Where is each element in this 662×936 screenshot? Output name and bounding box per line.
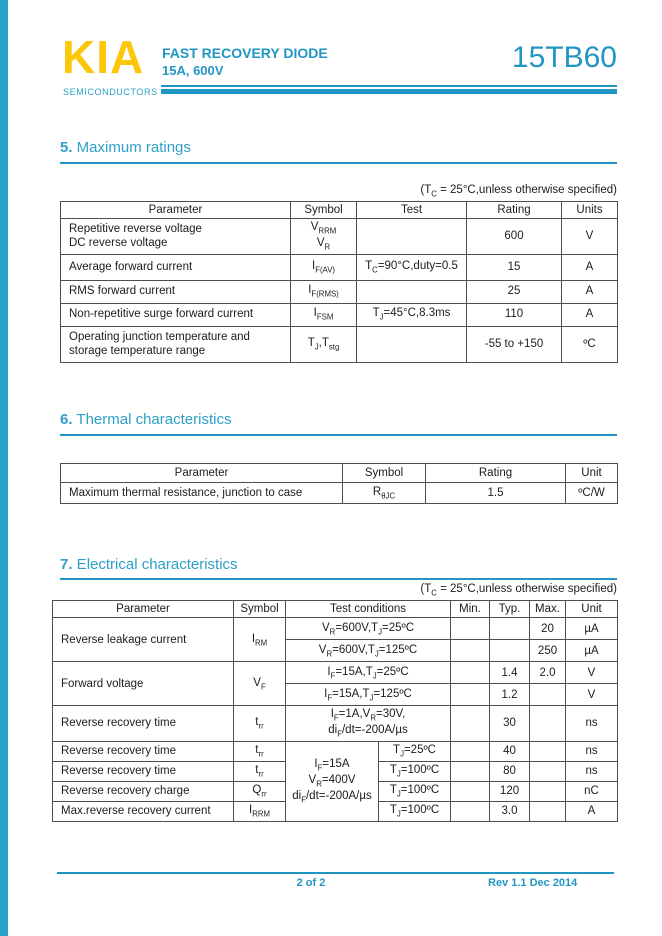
column-header: Units	[562, 202, 618, 219]
table-cell: Average forward current	[61, 254, 291, 280]
table-row	[61, 219, 618, 254]
table-cell: 30	[490, 706, 530, 741]
column-header: Symbol	[291, 202, 357, 219]
table-cell: $I_F=15A,T_J=125ºC$	[286, 684, 451, 706]
table-cell: 600	[467, 219, 562, 254]
table-cell	[530, 741, 566, 761]
column-header: Typ.	[490, 601, 530, 618]
column-header: Parameter	[61, 202, 291, 219]
table-cell: $V_R=600V,T_J=25ºC$	[286, 618, 451, 640]
section-title: Maximum ratings	[72, 139, 191, 156]
table-cell: 3.0	[490, 801, 530, 821]
section-rule	[60, 434, 617, 436]
table-cell	[490, 618, 530, 640]
table-cell: 1.4	[490, 662, 530, 684]
table-cell: $t_{rr}$	[234, 706, 286, 741]
table-cell: $t_{rr}$	[234, 761, 286, 781]
section-title: Thermal characteristics	[72, 411, 232, 428]
table-cell: V	[562, 219, 618, 254]
column-header: Max.	[530, 601, 566, 618]
section-heading-electrical	[60, 556, 238, 573]
table-cell	[451, 706, 490, 741]
footer-rule	[57, 872, 614, 874]
column-header: Test	[357, 202, 467, 219]
table-header-row	[53, 601, 618, 618]
condition-note: ($T_C$ = 25°C,unless otherwise specified)	[420, 583, 617, 598]
table-cell: 25	[467, 280, 562, 303]
table-cell: Repetitive reverse voltage DC reverse voltage	[61, 219, 291, 254]
table-cell: A	[566, 801, 618, 821]
table-cell	[357, 326, 467, 362]
footer-page-number: 2 of 2	[296, 877, 326, 889]
table-cell: 40	[490, 741, 530, 761]
table-row	[53, 706, 618, 741]
table-cell: 120	[490, 781, 530, 801]
table-cell: $T_J=25ºC$	[379, 741, 451, 761]
table-cell: $T_C=90^\circ C,duty=0.5$	[357, 254, 467, 280]
table-cell: 1.5	[426, 483, 566, 504]
table-cell: 1.2	[490, 684, 530, 706]
table-cell: $I_F=1A,V_R=30V$, $di_F/dt=-200A/\mu s$	[286, 706, 451, 741]
table-cell	[490, 640, 530, 662]
table-cell: 80	[490, 761, 530, 781]
section-rule	[60, 578, 617, 580]
product-rating: 15A, 600V	[162, 63, 224, 78]
part-number: 15TB60	[511, 41, 617, 74]
table-cell: $T_J=45^\circ C,8.3ms$	[357, 303, 467, 326]
table-cell: Operating junction temperature and storage temperature range	[61, 326, 291, 362]
table-cell: Maximum thermal resistance, junction to case	[61, 483, 343, 504]
section-number: 6.	[60, 411, 73, 428]
table-cell: 110	[467, 303, 562, 326]
table-row	[61, 326, 618, 362]
table-cell	[530, 781, 566, 801]
header-rule-thin	[161, 85, 617, 87]
table-cell: $T_J=100ºC$	[379, 801, 451, 821]
table-cell: V	[566, 662, 618, 684]
table-header-row	[61, 202, 618, 219]
table-cell	[451, 781, 490, 801]
table-row	[53, 741, 618, 761]
table-cell: V	[566, 684, 618, 706]
table-cell: 15	[467, 254, 562, 280]
table-cell: µA	[566, 640, 618, 662]
table-row	[53, 662, 618, 684]
table-cell: Reverse recovery time	[53, 761, 234, 781]
table-cell: ns	[566, 761, 618, 781]
table-cell: ns	[566, 741, 618, 761]
table-row	[61, 483, 618, 504]
column-header: Parameter	[61, 464, 343, 483]
section-heading-maximum-ratings	[60, 139, 191, 156]
table-cell: A	[562, 254, 618, 280]
table-cell: $I_F=15A$ $V_R=400V$ $di_F/dt=-200A/\mu s$	[286, 741, 379, 821]
table-cell: $I_{RRM}$	[234, 801, 286, 821]
table-cell: $I_{F(RMS)}$	[291, 280, 357, 303]
product-title: FAST RECOVERY DIODE	[162, 45, 328, 61]
table-cell: $I_{RM}$	[234, 618, 286, 662]
table-cell	[530, 684, 566, 706]
table-cell: ns	[566, 706, 618, 741]
column-header: Unit	[566, 601, 618, 618]
section-title: Electrical characteristics	[72, 556, 238, 573]
table-cell: $V_F$	[234, 662, 286, 706]
table-cell: Forward voltage	[53, 662, 234, 706]
table-cell: Reverse leakage current	[53, 618, 234, 662]
table-cell: Reverse recovery time	[53, 706, 234, 741]
column-header: Symbol	[234, 601, 286, 618]
table-row	[61, 303, 618, 326]
table-cell: Max.reverse recovery current	[53, 801, 234, 821]
table-cell	[451, 618, 490, 640]
table-cell: $t_{rr}$	[234, 741, 286, 761]
header-rule-thick	[161, 89, 617, 94]
table-cell: A	[562, 303, 618, 326]
table-cell	[451, 640, 490, 662]
table-cell	[530, 706, 566, 741]
table-cell: $I_F=15A,T_J=25ºC$	[286, 662, 451, 684]
table-cell	[451, 684, 490, 706]
column-header: Symbol	[343, 464, 426, 483]
table-cell: 250	[530, 640, 566, 662]
section-rule	[60, 162, 617, 164]
table-cell: Non-repetitive surge forward current	[61, 303, 291, 326]
column-header: Min.	[451, 601, 490, 618]
table-cell: $I_{FSM}$	[291, 303, 357, 326]
table-cell: 20	[530, 618, 566, 640]
table-cell: RMS forward current	[61, 280, 291, 303]
table-cell	[451, 662, 490, 684]
table-cell	[530, 761, 566, 781]
table-cell: Reverse recovery time	[53, 741, 234, 761]
footer-revision: Rev 1.1 Dec 2014	[488, 877, 578, 889]
table-cell: 2.0	[530, 662, 566, 684]
section-number: 5.	[60, 139, 73, 156]
logo-subtitle: SEMICONDUCTORS	[63, 87, 158, 97]
table-cell: $T_J=100ºC$	[379, 761, 451, 781]
page-edge-accent-bar	[0, 0, 8, 936]
column-header: Rating	[467, 202, 562, 219]
table-row	[53, 618, 618, 640]
column-header: Unit	[566, 464, 618, 483]
section-heading-thermal	[60, 411, 231, 428]
table-cell	[451, 741, 490, 761]
table-cell: $I_{F(AV)}$	[291, 254, 357, 280]
table-row	[61, 254, 618, 280]
electrical-characteristics-table	[52, 600, 618, 822]
table-cell: $V_{RRM}$ $V_R$	[291, 219, 357, 254]
table-cell: $V_R=600V,T_J=125ºC$	[286, 640, 451, 662]
table-cell	[357, 280, 467, 303]
table-cell: Reverse recovery charge	[53, 781, 234, 801]
max-ratings-table	[60, 201, 618, 363]
kia-logo: KIA	[62, 31, 145, 83]
table-cell: ºC/W	[566, 483, 618, 504]
table-cell: A	[562, 280, 618, 303]
condition-note: ($T_C$ = 25°C,unless otherwise specified)	[420, 184, 617, 199]
column-header: Test conditions	[286, 601, 451, 618]
column-header: Rating	[426, 464, 566, 483]
table-cell: $T_J=100ºC$	[379, 781, 451, 801]
table-cell	[357, 219, 467, 254]
thermal-characteristics-table	[60, 463, 618, 504]
table-cell: $T_J,T_{stg}$	[291, 326, 357, 362]
section-number: 7.	[60, 556, 73, 573]
table-cell: $R_{\theta JC}$	[343, 483, 426, 504]
table-cell: $Q_{rr}$	[234, 781, 286, 801]
table-cell: ºC	[562, 326, 618, 362]
table-header-row	[61, 464, 618, 483]
column-header: Parameter	[53, 601, 234, 618]
table-row	[61, 280, 618, 303]
table-cell: µA	[566, 618, 618, 640]
table-cell	[530, 801, 566, 821]
table-cell: -55 to +150	[467, 326, 562, 362]
table-cell	[451, 801, 490, 821]
table-cell: nC	[566, 781, 618, 801]
table-cell	[451, 761, 490, 781]
